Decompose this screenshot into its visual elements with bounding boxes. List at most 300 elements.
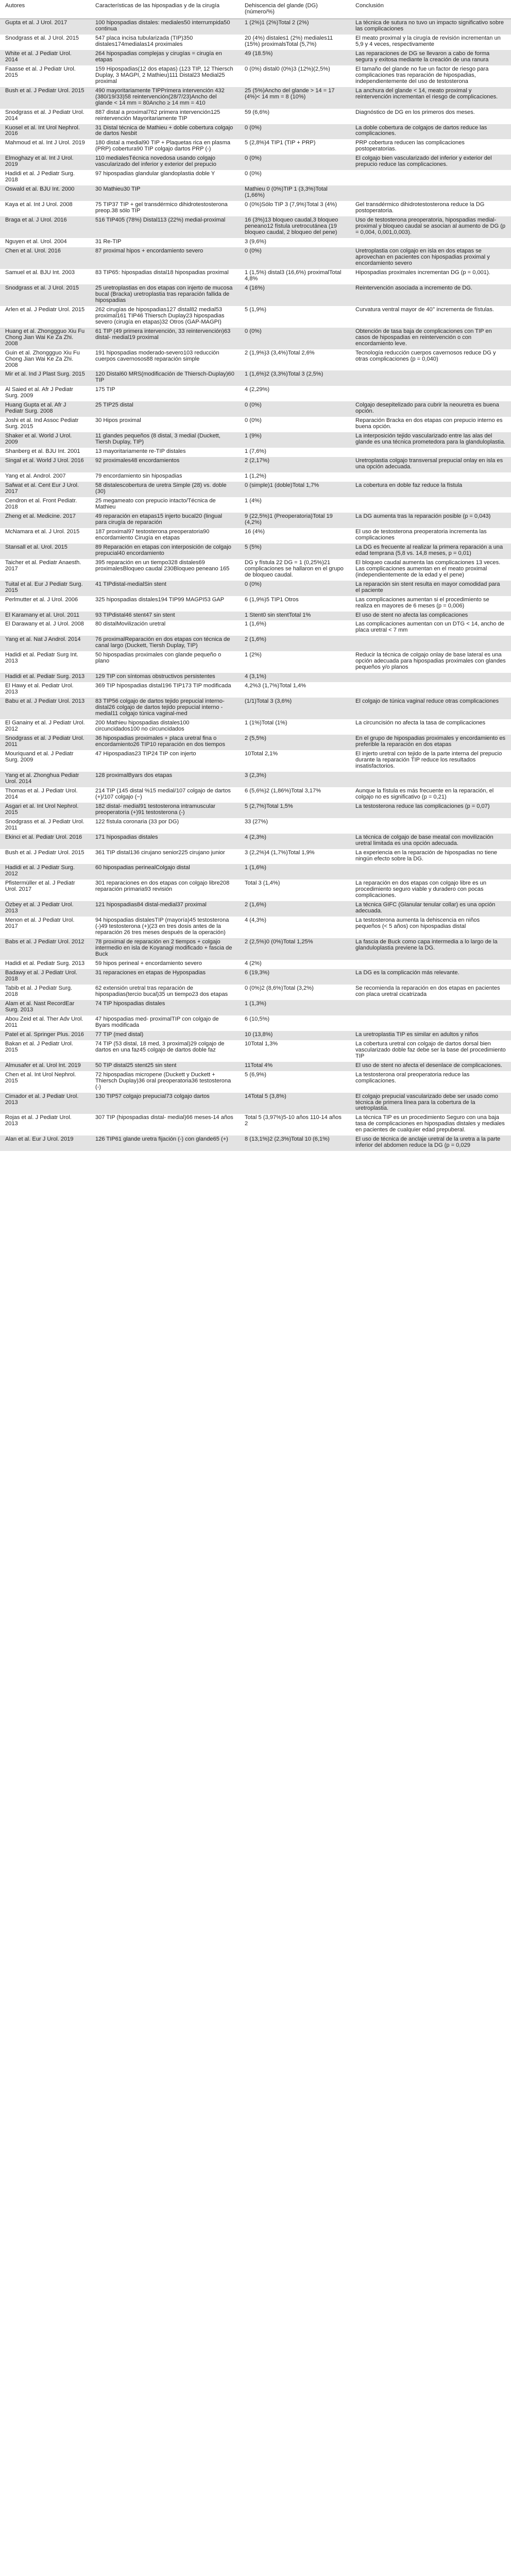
cell-characteristics: 180 distal a medial90 TIP + Plaquetas rica en plasma (PRP) cobertura90 TIP colgajo dartos PRP (-) [90,139,240,155]
cell-authors: Al Saied et al. Afr J Pediatr Surg. 2009 [0,386,90,401]
cell-authors: Kuosel et al. Int Urol Nephrol. 2016 [0,124,90,140]
cell-glans-dehiscence: 16 (3%)13 bloqueo caudal,3 bloqueo peneano12 fístula uretrocutánea (19 bloqueo caudal, 2 bloqueo del pene) [240,216,350,238]
cell-glans-dehiscence: 10Total 1,3% [240,1040,350,1062]
cell-authors: Samuel et al. BJU Int. 2003 [0,269,90,284]
cell-characteristics: 25 megameato con prepucio intacto/Técnica de Mathieu [90,497,240,513]
cell-conclusion [350,497,511,513]
cell-characteristics: 307 TIP (hipospadias distal- medial)66 meses-14 años [90,1114,240,1136]
cell-conclusion [350,185,511,201]
cell-conclusion [350,636,511,651]
cell-characteristics: 75 TIP37 TIP + gel transdérmico dihidrotestosterona preop.38 sólo TIP [90,201,240,216]
cell-authors: Özbey et al. J Pediatr Urol. 2013 [0,901,90,917]
cell-characteristics: 36 hipospadias proximales + placa uretral fina o encordamiento26 TIP10 reparación en dos tiempos [90,735,240,750]
cell-characteristics: 30 Mathieu30 TIP [90,185,240,201]
cell-conclusion: La técnica de colgajo de base meatal con movilización uretral limitada es una opción adecuada. [350,834,511,849]
table-row [0,201,511,216]
cell-conclusion [350,960,511,969]
cell-glans-dehiscence: Total 3 (1,4%) [240,879,350,901]
cell-conclusion [350,864,511,879]
cell-characteristics: 94 hipospadias distalesTIP (mayoría)45 testosterona (-)49 testosterona (+)(23 en tres dosis antes de la reparación 26 tres meses después de la operación) [90,917,240,938]
cell-conclusion: El colgajo bien vascularizado del inferior y exterior del prepucio reduce las complicaciones. [350,155,511,170]
table-row [0,803,511,818]
cell-characteristics: 59 hipos perineal + encordamiento severo [90,960,240,969]
table-row [0,349,511,371]
cell-conclusion: El bloqueo caudal aumenta las complicaciones 13 veces. Las complicaciones aumentan en el meato proximal (independientemente de la edad y el pene) [350,559,511,581]
cell-authors: Huang Gupta et al. Afr J Pediatr Surg. 2008 [0,401,90,417]
cell-characteristics: 62 extensión uretral tras reparación de hipospadias(tercio bucal)35 un tiempo23 dos etapas [90,985,240,1000]
table-row [0,139,511,155]
cell-authors: Gupta et al. J Urol. 2017 [0,19,90,34]
cell-authors: Elmoghazy et al. Int J Urol. 2019 [0,155,90,170]
cell-conclusion [350,673,511,682]
cell-characteristics: 214 TIP (145 distal %15 medial/107 colgajo de dartos (+)/107 colgajo (−) [90,787,240,803]
table-row [0,673,511,682]
table-row [0,1071,511,1093]
cell-glans-dehiscence: 0 (0%) [240,155,350,170]
cell-glans-dehiscence: 4 (16%) [240,284,350,306]
cell-conclusion: Uretroplastia colgajo transversal prepucial onlay en isla es una opción adecuada. [350,457,511,472]
cell-glans-dehiscence: 2 (1,6%) [240,636,350,651]
cell-conclusion: La reparación en dos etapas con colgajo libre es un procedimiento seguro viable y duradero con pocas complicaciones. [350,879,511,901]
cell-conclusion: Tecnología reducción cuerpos cavernosos reduce DG y otras complicaciones (p = 0,040) [350,349,511,371]
cell-authors: El Hawy et al. Pediatr Urol. 2013 [0,682,90,698]
cell-characteristics: 31 Distal técnica de Mathieu + doble cobertura colgajo de dartos Nesbit [90,124,240,140]
cell-authors: Joshi et al. Ind Assoc Pediatr Surg. 2015 [0,417,90,432]
cell-characteristics: 74 TIP (53 distal, 18 med, 3 proximal)29 colgajo de dartos en una faz45 colgajo de dartos doble faz [90,1040,240,1062]
cell-characteristics: 361 TIP distal136 cirujano senior225 cirujano junior [90,849,240,865]
cell-characteristics: 516 TIP405 (78%) Distal113 (22%) medial-proximal [90,216,240,238]
table-row [0,50,511,65]
cell-authors: Faasse et al. J Pediatr Urol. 2015 [0,65,90,87]
cell-conclusion: La cobertura uretral con colgajo de dartos dorsal bien vascularizado doble faz debe ser la base del procedimiento TIP [350,1040,511,1062]
cell-authors: Hadidi et al. J Pediatr Surg. 2018 [0,170,90,185]
table-row [0,87,511,109]
cell-glans-dehiscence: 0 (0%) [240,417,350,432]
cell-characteristics: 13 mayoritariamente re-TIP distales [90,448,240,457]
cell-conclusion [350,472,511,482]
table-row [0,482,511,497]
table-row [0,719,511,735]
table-row [0,917,511,938]
cell-characteristics: 97 hipospadias glandular glandoplastia doble Y [90,170,240,185]
table-row [0,818,511,834]
cell-conclusion [350,370,511,386]
cell-authors: Stansall et al. Urol. 2015 [0,544,90,559]
cell-authors: Alan et al. Eur J Urol. 2019 [0,1136,90,1151]
table-row [0,698,511,719]
cell-conclusion: La doble cobertura de colgajos de dartos reduce las complicaciones. [350,124,511,140]
table-row [0,284,511,306]
cell-conclusion: La anchura del glande < 14, meato proximal y reintervención incrementan el riesgo de complicaciones. [350,87,511,109]
cell-conclusion [350,170,511,185]
table-row [0,65,511,87]
header-row [0,0,511,19]
cell-characteristics: 128 proximalByars dos etapas [90,772,240,787]
cell-glans-dehiscence: 10Total 2,1% [240,750,350,772]
cell-characteristics: 120 Distal60 MRS(modificación de Thiersch-Duplay)60 TIP [90,370,240,386]
cell-conclusion: Gel transdérmico dihidrotestosterona reduce la DG postoperatoria. [350,201,511,216]
cell-glans-dehiscence: Mathieu 0 (0%)TIP 1 (3,3%)Total (1,66%) [240,185,350,201]
cell-conclusion: El uso de stent no afecta las complicaciones [350,612,511,621]
cell-characteristics: 50 TIP distal25 stent25 sin stent [90,1062,240,1071]
cell-authors: Babs et al. J Pediatr Urol. 2012 [0,938,90,960]
table-row [0,772,511,787]
cell-characteristics: 50 hipospadias proximales con glande pequeño o plano [90,651,240,673]
cell-conclusion: Diagnóstico de DG en los primeros dos meses. [350,109,511,124]
cell-authors: Cimador et al. J Pediatr Urol. 2013 [0,1093,90,1114]
cell-characteristics: 74 TIP hipospadias distales [90,1000,240,1015]
table-row [0,544,511,559]
cell-glans-dehiscence: 0 (0%) [240,581,350,596]
cell-glans-dehiscence: 1 (9%) [240,432,350,448]
cell-conclusion: PRP cobertura reducen las complicaciones postoperatorias. [350,139,511,155]
table-row [0,879,511,901]
cell-authors: Yang et al. Zhonghua Pediatr Urol. 2014 [0,772,90,787]
cell-authors: White et al. J Pediatr Urol. 2014 [0,50,90,65]
cell-characteristics: 31 reparaciones en etapas de Hypospadias [90,969,240,985]
table-row [0,35,511,50]
cell-glans-dehiscence: 4 (2,3%) [240,834,350,849]
cell-characteristics: 264 hipospadias complejas y cirugías = cirugía en etapas [90,50,240,65]
cell-glans-dehiscence: (1/1)Total 3 (3,6%) [240,698,350,719]
table-row [0,185,511,201]
cell-glans-dehiscence: 5 (6,9%) [240,1071,350,1093]
table-row [0,238,511,247]
cell-conclusion: El uso de testosterona preoperatoria incrementa las complicaciones [350,528,511,544]
cell-authors: Oswald et al. BJU Int. 2000 [0,185,90,201]
table-row [0,1040,511,1062]
cell-conclusion [350,448,511,457]
cell-authors: Tabib et al. J Pediatr Surg. 2018 [0,985,90,1000]
table-row [0,1093,511,1114]
cell-authors: Snodgrass et al. J Pediatr Urol. 2011 [0,818,90,834]
cell-authors: Rojas et al. J Pediatr Urol. 2013 [0,1114,90,1136]
table-row [0,247,511,269]
cell-authors: Bakan et al. J Pediatr Urol. 2015 [0,1040,90,1062]
cell-characteristics: 30 Hipos proximal [90,417,240,432]
cell-characteristics: 887 distal a proximal762 primera intervención125 reintervención Mayoritariamente TIP [90,109,240,124]
cell-glans-dehiscence: DG y fístula 22 DG = 1 (0,25%)21 complicaciones se hallaron en el grupo de bloqueo caudal. [240,559,350,581]
cell-conclusion: El meato proximal y la cirugía de revisión incrementan un 5,9 y 4 veces, respectivamente [350,35,511,50]
cell-conclusion: El uso de stent no afecta el desenlace de complicaciones. [350,1062,511,1071]
cell-characteristics: 58 distalescobertura de uretra Simple (28) vs. doble (30) [90,482,240,497]
cell-conclusion: Reparación Bracka en dos etapas con prepucio interno es buena opción. [350,417,511,432]
cell-characteristics: 76 proximalReparación en dos etapas con técnica de canal largo (Duckett, Tiersh Duplay, TIP) [90,636,240,651]
cell-characteristics: 49 reparación en etapas15 injerto bucal20 (lingual para cirugía de reparación [90,513,240,528]
cell-authors: Kaya et al. Int J Urol. 2008 [0,201,90,216]
cell-characteristics: 89 Reparación en etapas con interposición de colgajo prepucial40 encordamiento [90,544,240,559]
cell-glans-dehiscence: 8 (13,1%)2 (2,3%)Total 10 (6,1%) [240,1136,350,1151]
cell-glans-dehiscence: 4 (2%) [240,960,350,969]
cell-authors: McNamara et al. J Urol. 2015 [0,528,90,544]
cell-characteristics: 25 TIP25 distal [90,401,240,417]
cell-characteristics: 171 hipospadias distales [90,834,240,849]
table-row [0,849,511,865]
cell-conclusion: Uretroplastia con colgajo en isla en dos etapas se aprovechan en pacientes con hipospadias proximal y encordamiento severo [350,247,511,269]
cell-glans-dehiscence: Total 5 (3,97%)5-10 años 110-14 años 2 [240,1114,350,1136]
table-row [0,155,511,170]
cell-conclusion [350,238,511,247]
table-row [0,1000,511,1015]
cell-glans-dehiscence: 1 (1,6%)2 (3,3%)Total 3 (2,5%) [240,370,350,386]
cell-conclusion [350,818,511,834]
table-row [0,581,511,596]
table-row [0,1136,511,1151]
table-row [0,938,511,960]
cell-authors: Babu et al. J Pediatr Urol. 2013 [0,698,90,719]
cell-glans-dehiscence: 1 (7,6%) [240,448,350,457]
cell-glans-dehiscence: 2 (2,5%)0 (0%)Total 1,25% [240,938,350,960]
table-row [0,528,511,544]
table-row [0,401,511,417]
cell-characteristics: 301 reparaciones en dos etapas con colgajo libre208 reparación primaria93 revisión [90,879,240,901]
table-row [0,735,511,750]
cell-authors: Zheng et al. Medicine. 2017 [0,513,90,528]
cell-characteristics: 47 Hipospadias23 TIP24 TIP con injerto [90,750,240,772]
cell-conclusion: Uso de testosterona preoperatoria, hipospadias medial-proximal y bloqueo caudal se asocian al aumento de DG (p = 0,004, 0,001,0,003). [350,216,511,238]
cell-conclusion: Colgajo desepitelizado para cubrir la neouretra es buena opción. [350,401,511,417]
cell-conclusion: Curvatura ventral mayor de 40° incrementa de fístulas. [350,306,511,328]
cell-conclusion: La fascia de Buck como capa intermedia a lo largo de la glanduloplastia previene la DG. [350,938,511,960]
cell-authors: Braga et al. J Urol. 2016 [0,216,90,238]
cell-glans-dehiscence: 6 (10,5%) [240,1015,350,1031]
cell-conclusion: Hipospadias proximales incrementan DG (p = 0,001). [350,269,511,284]
cell-characteristics: 77 TIP (med distal) [90,1031,240,1040]
table-row [0,497,511,513]
table-row [0,1062,511,1071]
cell-characteristics: 126 TIP61 glande uretra fijación (-) con glande65 (+) [90,1136,240,1151]
cell-glans-dehiscence: 1 (2%) [240,651,350,673]
cell-conclusion: La interposición tejido vascularizado entre las alas del glande es una técnica prometedora para la glanduloplastia. [350,432,511,448]
cell-authors: Menon et al. J Pediatr Urol. 2017 [0,917,90,938]
cell-glans-dehiscence: 2 (1,9%)3 (3,4%)Total 2,6% [240,349,350,371]
cell-conclusion: La testosterona oral preoperatoria reduce las complicaciones. [350,1071,511,1093]
cell-glans-dehiscence: 0 (0%) [240,401,350,417]
cell-conclusion: La testosterona reduce las complicaciones (p = 0,07) [350,803,511,818]
cell-conclusion: La técnica GIFC (Glanular tenular collar) es una opción adecuada. [350,901,511,917]
table-row [0,386,511,401]
cell-conclusion: La testosterona aumenta la dehiscencia en niños pequeños (< 5 años) con hipospadias distal [350,917,511,938]
cell-glans-dehiscence: 1 Stent0 sin stentTotal 1% [240,612,350,621]
cell-characteristics: 547 placa incisa tubularizada (TIP)350 distales174medialas14 proximales [90,35,240,50]
cell-authors: Hadidi et al. Pediatr Surg. 2013 [0,960,90,969]
cell-authors: Yang et al. Nat J Androl. 2014 [0,636,90,651]
cell-characteristics: 200 Mathieu hipospadias distales100 circuncidados100 no circuncidados [90,719,240,735]
table-row [0,306,511,328]
header-characteristics: Características de las hipospadias y de la cirugía [90,0,240,19]
cell-characteristics: 78 proximal de reparación en 2 tiempos + colgajo intermedio en isla de Koyanagi modificado + fascia de Buck [90,938,240,960]
table-row [0,457,511,472]
cell-authors: Badawy et al. J Pediatr Urol. 2018 [0,969,90,985]
cell-characteristics: 83 TIP56 colgajo de dartos tejido prepucial interno-distal26 colgajo de dartos tejido prepucial interno - medial11 colgajo túnica vaginal-med [90,698,240,719]
cell-conclusion: En el grupo de hipospadias proximales y encordamiento es preferible la reparación en dos etapas [350,735,511,750]
table-row [0,636,511,651]
cell-authors: Bush et al. J Pediatr Urol. 2015 [0,849,90,865]
cell-characteristics: 41 TIPdistal-medialSin stent [90,581,240,596]
cell-characteristics: 25 uretroplastias en dos etapas con injerto de mucosa bucal (Bracka) uretroplastia tras reparación fallida de hipospadias [90,284,240,306]
cell-authors: Snodgrass et al. J Pediatr Urol. 2014 [0,109,90,124]
cell-glans-dehiscence: 1 (1,3%) [240,1000,350,1015]
cell-authors: Patel et al. Springer Plus. 2016 [0,1031,90,1040]
cell-characteristics: 129 TIP con síntomas obstructivos persistentes [90,673,240,682]
cell-conclusion: La técnica TIP es un procedimiento Seguro con una baja tasa de complicaciones en hipospadias distales y mediales en pacientes de cualquier edad prepuberal. [350,1114,511,1136]
cell-authors: Snodgrass et al. J Urol. 2015 [0,35,90,50]
table-row [0,432,511,448]
cell-characteristics: 93 TIPdistal46 stent47 sin stent [90,612,240,621]
cell-conclusion: El tamaño del glande no fue un factor de riesgo para complicaciones tras reparación de hipospadias, independientemente del uso de testosterona [350,65,511,87]
cell-glans-dehiscence: 14Total 5 (3,8%) [240,1093,350,1114]
cell-glans-dehiscence: 5 (2,7%)Total 1,5% [240,803,350,818]
cell-characteristics: 159 Hipospadias(12 dos etapas) (123 TIP, 12 Thiersch Duplay, 3 MAGPI, 2 Mathieu)111 Distal23 Medial25 proximal [90,65,240,87]
cell-glans-dehiscence: 4 (3,1%) [240,673,350,682]
cell-authors: Hadidi et al. J Pediatr Surg. 2012 [0,864,90,879]
cell-authors: Almusafer et al. Urol Int. 2019 [0,1062,90,1071]
cell-conclusion [350,1015,511,1031]
cell-conclusion: La DG es la complicación más relevante. [350,969,511,985]
cell-characteristics: 191 hipospadias moderado-severo103 reducción cuerpos cavernosos88 reparación simple [90,349,240,371]
table-row [0,124,511,140]
table-row [0,269,511,284]
cell-authors: Snodgrass et al. J Pediatr Urol. 2011 [0,735,90,750]
table-row [0,1114,511,1136]
cell-glans-dehiscence: 11Total 4% [240,1062,350,1071]
table-row [0,448,511,457]
cell-glans-dehiscence: 1 (1,6%) [240,864,350,879]
cell-glans-dehiscence: 0 (0%) [240,170,350,185]
cell-glans-dehiscence: 9 (22,5%)1 (Preoperatoria)Total 19 (4,2%) [240,513,350,528]
cell-conclusion: El uso de técnica de anclaje uretral de la uretra a la parte inferior del abdomen reduce la DG (p = 0,029 [350,1136,511,1151]
cell-conclusion: Las complicaciones aumentan si el procedimiento se realiza en mayores de 6 meses (p = 0,006) [350,596,511,612]
cell-characteristics: 395 reparación en un tiempo328 distales69 proximalesBloqueo caudal 230Bloqueo peneano 165 [90,559,240,581]
cell-characteristics: 175 TIP [90,386,240,401]
table-row [0,612,511,621]
cell-conclusion: Obtención de tasa baja de complicaciones con TIP en casos de hipospadias en reintervención o con encordamiento leve. [350,328,511,349]
cell-conclusion: Las complicaciones aumentan con un DTG < 14, ancho de placa uretral < 7 mm [350,620,511,636]
cell-glans-dehiscence: 10 (13,8%) [240,1031,350,1040]
table-row [0,1015,511,1031]
cell-conclusion: La uretroplastia TIP es similar en adultos y niños [350,1031,511,1040]
cell-glans-dehiscence: 4 (2,29%) [240,386,350,401]
cell-glans-dehiscence: 16 (4%) [240,528,350,544]
cell-conclusion: Reducir la técnica de colgajo onlay de base lateral es una opción adecuada para hipospadias proximales con glandes pequeños y/o planos [350,651,511,673]
table-row [0,559,511,581]
cell-characteristics: 87 proximal hipos + encordamiento severo [90,247,240,269]
cell-characteristics: 490 mayoritariamente TIPPrimera intervención 432 (380/19/33)58 reintervención(28/7/23)Ancho del glande < 14 mm = 80Ancho ≥ 14 mm = 410 [90,87,240,109]
cell-glans-dehiscence: 49 (18.5%) [240,50,350,65]
cell-glans-dehiscence: 0 (0%) [240,247,350,269]
cell-conclusion: La experiencia en la reparación de hipospadias no tiene ningún efecto sobre la DG. [350,849,511,865]
cell-characteristics: 369 TIP hipospadias distal196 TIP173 TIP modificada [90,682,240,698]
cell-authors: Mouriquand et al. J Pediatr Surg. 2009 [0,750,90,772]
cell-characteristics: 61 TIP (49 primera intervención, 33 reintervención)63 distal- medial19 proximal [90,328,240,349]
cell-conclusion: Se recomienda la reparación en dos etapas en pacientes con placa uretral cicatrizada [350,985,511,1000]
cell-glans-dehiscence: 0 (0%) [240,328,350,349]
cell-authors: Bush et al. J Pediatr Urol. 2015 [0,87,90,109]
cell-authors: Huang et al. Zhonggguo Xiu Fu Chong Jian Wai Ke Za Zhi. 2008 [0,328,90,349]
cell-characteristics: 130 TIP57 colgajo prepucial73 colgajo dartos [90,1093,240,1114]
cell-authors: El Darawany et al. J Urol. 2008 [0,620,90,636]
cell-characteristics: 11 glandes pequeños (8 distal, 3 medial (Duckett, Tiersh Duplay, TIP) [90,432,240,448]
cell-authors: Abou Zeid et al. Ther Adv Urol. 2011 [0,1015,90,1031]
cell-characteristics: 122 fístula coronaria (33 por DG) [90,818,240,834]
cell-glans-dehiscence: 59 (6,6%) [240,109,350,124]
cell-characteristics: 31 Re-TIP [90,238,240,247]
cell-authors: El Karamany et al. Urol. 2011 [0,612,90,621]
table-row [0,901,511,917]
cell-authors: Safwat et al. Cent Eur J Urol. 2017 [0,482,90,497]
cell-conclusion: La DG aumenta tras la reparación posible (p = 0,043) [350,513,511,528]
table-row [0,787,511,803]
cell-authors: Perlmutter et al. J Urol. 2006 [0,596,90,612]
cell-authors: Hadidi et al. Pediatr Surg Int. 2013 [0,651,90,673]
table-row [0,864,511,879]
cell-characteristics: 80 distalMovilización uretral [90,620,240,636]
cell-authors: Mir et al. Ind J Plast Surg. 2015 [0,370,90,386]
cell-conclusion: El injerto uretral con tejido de la parte interna del prepucio durante la reparación TIP reduce los resultados insatisfactorios. [350,750,511,772]
cell-authors: Yang et al. Androl. 2007 [0,472,90,482]
table-row [0,651,511,673]
cell-glans-dehiscence: 1 (1,2%) [240,472,350,482]
cell-characteristics: 92 proximales48 encordamientos [90,457,240,472]
cell-glans-dehiscence: 1 (1%)Total (1%) [240,719,350,735]
cell-conclusion: La DG es frecuente al realizar la primera reparación a una edad temprana (5,8 vs. 14,8 meses, p = 0,01) [350,544,511,559]
cell-glans-dehiscence: 5 (1,9%) [240,306,350,328]
cell-authors: Shaker et al. World J Urol. 2009 [0,432,90,448]
header-conclusion: Conclusión [350,0,511,19]
header-authors: Autores [0,0,90,19]
cell-conclusion: El colgajo de túnica vaginal reduce otras complicaciones [350,698,511,719]
table-header [0,0,511,19]
cell-glans-dehiscence: 6 (19,3%) [240,969,350,985]
cell-conclusion [350,772,511,787]
cell-glans-dehiscence: 0 (simple)1 (doble)Total 1,7% [240,482,350,497]
cell-authors: Tuital et al. Eur J Pediatr Surg. 2015 [0,581,90,596]
cell-glans-dehiscence: 6 (5,6%)2 (1,86%)Total 3,17% [240,787,350,803]
cell-glans-dehiscence: 3 (9,6%) [240,238,350,247]
table-row [0,170,511,185]
cell-glans-dehiscence: 0 (0%)Sólo TIP 3 (7,9%)Total 3 (4%) [240,201,350,216]
cell-characteristics: 79 encordamiento sin hipospadias [90,472,240,482]
table-row [0,216,511,238]
cell-authors: Chen et al. Int Urol Nephrol. 2015 [0,1071,90,1093]
cell-authors: Mahmoud et al. Int J Urol. 2019 [0,139,90,155]
cell-authors: Arlen et al. J Pediatr Urol. 2015 [0,306,90,328]
cell-conclusion [350,386,511,401]
cell-characteristics: 325 hipospadias distales194 TIP99 MAGPI53 GAP [90,596,240,612]
cell-conclusion: Reintervención asociada a incremento de DG. [350,284,511,306]
table-row [0,682,511,698]
cell-characteristics: 72 hipospadias micropene (Duckett y Duckett + Thiersch Duplay)36 oral preoperatoria36 testosterona (-) [90,1071,240,1093]
cell-glans-dehiscence: 1 (4%) [240,497,350,513]
cell-glans-dehiscence: 4,2%3 (1,7%)Total 1,4% [240,682,350,698]
cell-authors: Ekinci et al. Pediatr Urol. 2016 [0,834,90,849]
literature-review-table [0,0,511,1151]
cell-characteristics: 110 medialesTécnica novedosa usando colgajo vascularizado del inferior y exterior del prepucio [90,155,240,170]
cell-conclusion: La cobertura en doble faz reduce la fístula [350,482,511,497]
cell-glans-dehiscence: 3 (2,3%) [240,772,350,787]
table-row [0,985,511,1000]
table-row [0,109,511,124]
cell-characteristics: 47 hipospadias med- proximalTIP con colgajo de Byars modificada [90,1015,240,1031]
cell-conclusion: La técnica de sutura no tuvo un impacto significativo sobre las complicaciones [350,19,511,34]
table-row [0,750,511,772]
cell-characteristics: 121 hipospadias84 distal-medial37 proximal [90,901,240,917]
cell-authors: Hadidi et al. Pediatr Surg. 2013 [0,673,90,682]
cell-authors: El Ganainy et al. J Pediatr Urol. 2012 [0,719,90,735]
cell-authors: Shanberg et al. BJU Int. 2001 [0,448,90,457]
table-row [0,960,511,969]
cell-conclusion [350,1000,511,1015]
